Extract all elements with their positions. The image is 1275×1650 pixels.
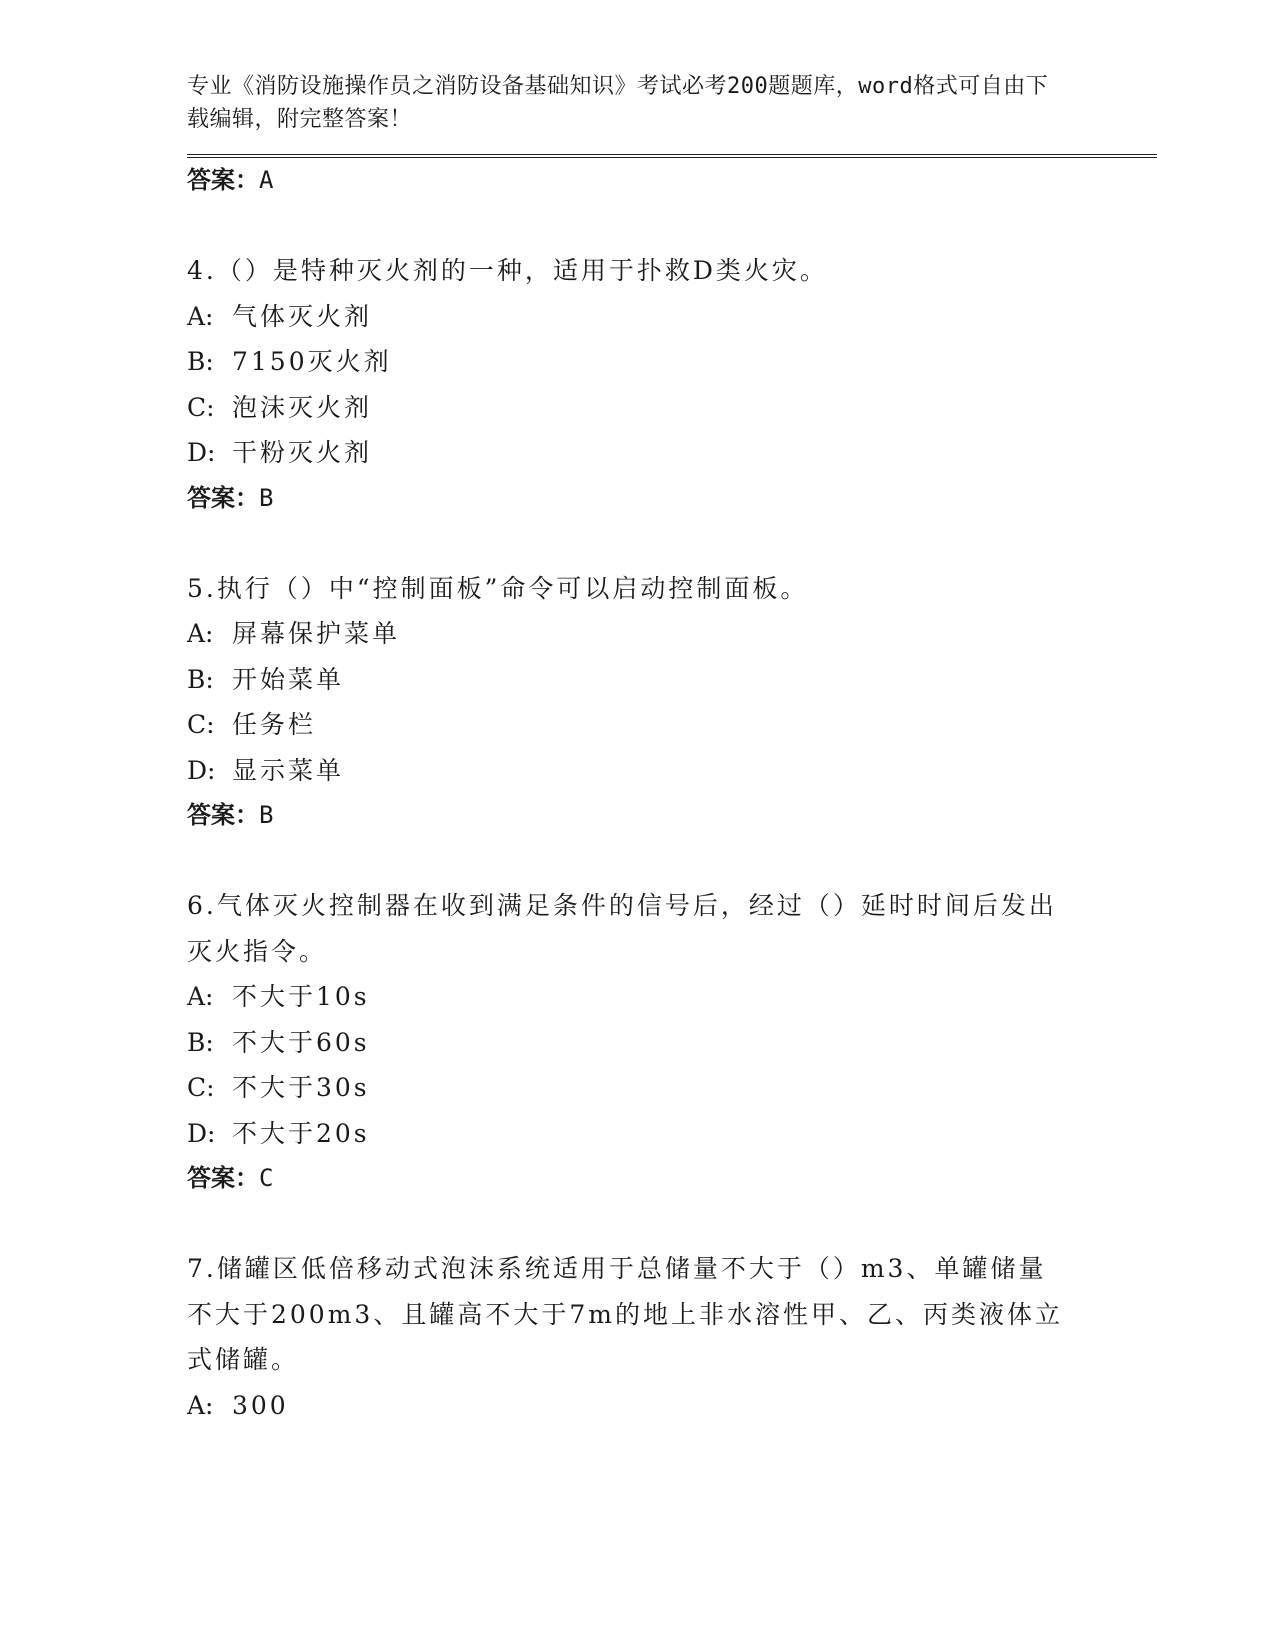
option-row	[187, 385, 1157, 431]
answer-value: B	[259, 483, 274, 512]
answer-value: C	[259, 1164, 274, 1192]
question-spacer	[187, 838, 1157, 883]
answer-label: 答案：	[187, 801, 259, 829]
option-row	[187, 974, 1157, 1020]
option-key: C:	[187, 710, 215, 739]
option-row	[187, 1020, 1157, 1066]
option-text: 7150灭火剂	[232, 347, 392, 376]
answer-line	[187, 476, 1157, 521]
answer-value: A	[259, 166, 274, 194]
option-key: D:	[187, 755, 216, 785]
answer-value: B	[259, 801, 274, 829]
answer-label: 答案：	[187, 166, 259, 194]
option-text: 不大于60s	[232, 1027, 370, 1057]
document-header: 专业《消防设施操作员之消防设备基础知识》考试必考200题题库，word格式可自由下载编辑，附完整答案！	[187, 74, 1049, 132]
option-text: 不大于10s	[232, 982, 370, 1011]
answer-label: 答案：	[187, 483, 259, 512]
option-row	[187, 430, 1157, 476]
document-page	[187, 70, 1157, 1428]
answer-line	[187, 1156, 1157, 1201]
option-key: A:	[187, 619, 214, 648]
option-row	[187, 294, 1157, 340]
question-list	[187, 203, 1157, 1428]
question-stem: 5.执行（）中“控制面板”命令可以启动控制面板。	[187, 573, 809, 603]
option-row	[187, 1065, 1157, 1111]
option-text: 不大于30s	[232, 1073, 370, 1102]
option-row	[187, 748, 1157, 794]
option-key: C:	[187, 1073, 215, 1102]
option-text: 气体灭火剂	[232, 301, 373, 331]
answer-line	[187, 158, 1157, 203]
option-key: D:	[187, 1118, 216, 1148]
option-key: A:	[187, 301, 214, 331]
option-key: D:	[187, 438, 216, 467]
option-key: C:	[187, 392, 215, 422]
question-spacer	[187, 1201, 1157, 1246]
option-row	[187, 702, 1157, 748]
question-stem: 4.（）是特种灭火剂的一种，适用于扑救D类火灾。	[187, 256, 828, 285]
option-row	[187, 657, 1157, 703]
option-key: B:	[187, 1027, 214, 1057]
option-row	[187, 611, 1157, 657]
option-text: 屏幕保护菜单	[232, 619, 401, 648]
option-text: 300	[232, 1390, 289, 1420]
option-text: 任务栏	[232, 710, 317, 739]
question-stem: 6.气体灭火控制器在收到满足条件的信号后，经过（）延时时间后发出灭火指令。	[187, 891, 1057, 966]
answer-line	[187, 793, 1157, 838]
option-text: 显示菜单	[232, 755, 345, 785]
option-key: B:	[187, 347, 214, 376]
option-text: 不大于20s	[232, 1118, 370, 1148]
option-row	[187, 1383, 1157, 1429]
option-key: B:	[187, 664, 214, 694]
question-stem: 7.储罐区低倍移动式泡沫系统适用于总储量不大于（）m3、单罐储量不大于200m3、且罐高不大于7m的地上非水溶性甲、乙、丙类液体立式储罐。	[187, 1254, 1063, 1374]
option-row	[187, 1111, 1157, 1157]
option-text: 开始菜单	[232, 664, 345, 694]
option-row	[187, 339, 1157, 385]
question-spacer	[187, 203, 1157, 248]
option-key: A:	[187, 982, 214, 1011]
answer-label: 答案：	[187, 1164, 259, 1192]
question-spacer	[187, 521, 1157, 566]
option-text: 干粉灭火剂	[232, 438, 373, 467]
option-text: 泡沫灭火剂	[232, 392, 373, 422]
option-key: A:	[187, 1390, 214, 1420]
